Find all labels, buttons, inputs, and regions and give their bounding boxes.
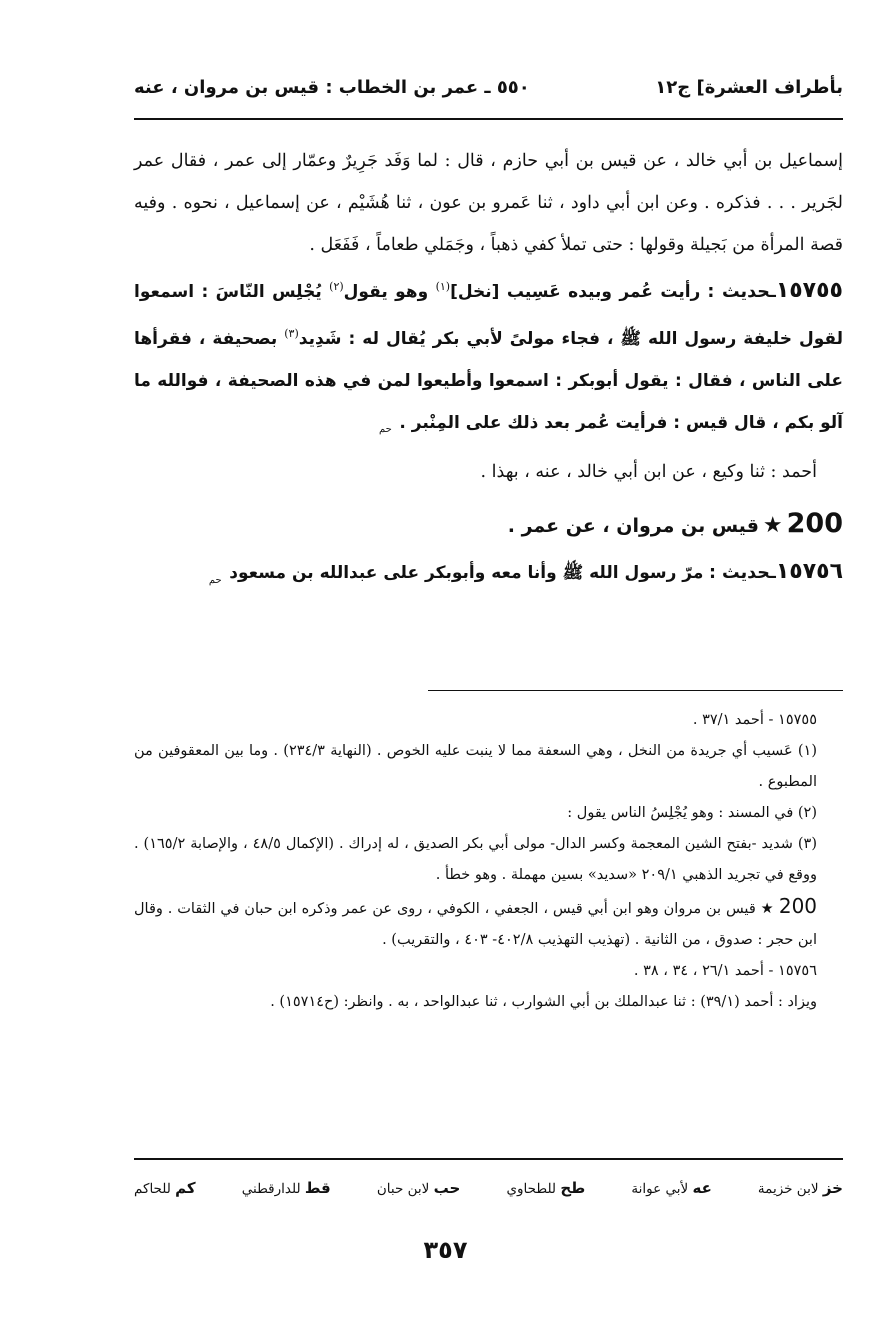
footnote-source-15756: ١٥٧٥٦ - أحمد ٢٦/١ ، ٣٤ ، ٣٨ . <box>633 963 817 979</box>
abbreviation-key <box>134 1170 843 1206</box>
hadith-number: ١٥٧٥٥ <box>775 277 843 303</box>
footnote-ref-2: (٢) <box>329 280 344 293</box>
entry-number: 200 <box>786 508 843 540</box>
header-volume: بأطراف العشرة] ج١٢ <box>655 76 843 98</box>
hadith-text-b: وهو يقول <box>343 281 436 302</box>
footnotes <box>134 705 843 1018</box>
hadith-number: ١٥٧٥٦ <box>775 559 843 585</box>
abbrev-item: حب لابن حبان <box>376 1179 461 1197</box>
hadith-15755 <box>134 266 843 451</box>
footnote-source-15755: ١٥٧٥٥ - أحمد ٣٧/١ . <box>692 712 817 728</box>
header-chapter: ٥٥٠ ـ عمر بن الخطاب : قيس بن مروان ، عنه <box>134 76 530 98</box>
star-icon: ★ <box>762 513 783 539</box>
footnote-1: (١) عَسيب أي جريدة من النخل ، وهي السعفة مما لا ينبت عليه الخوص . (النهاية ٢٣٤/٣) . وما بين المعقوفين من المطبوع . <box>134 743 817 790</box>
main-text <box>134 140 843 602</box>
footnote-ref-3: (٣) <box>284 326 299 340</box>
source-code-mark: حم <box>208 574 222 586</box>
abbrev-item: قط للدارقطني <box>241 1179 331 1197</box>
hadith-label: ـحديث : <box>708 563 776 584</box>
bottom-rule <box>134 1158 843 1160</box>
hadith-text-c: يُجْلِس النّاسَ : اسمعوا لقول خليفة رسول الله ﷺ ، فجاء مولىً لأبي بكر يُقال له : شَدِيد <box>134 281 843 349</box>
continuation-paragraph: إسماعيل بن أبي خالد ، عن قيس بن أبي حازم ، قال : لما وَفَد جَرِيرٌ وعمّار إلى عمر ، فقال عمر لجَرير . . . فذكره . وعن ابن أبي داود ، ثنا عَمرو بن عون ، ثنا هُشَيْم ، عن إسماعيل ، نحوه . وفيه قصة المرأة من بَجيلة وقولها : حتى تملأ كفي ذهباً ، وجَمَلي طعاماً ، فَفَعَل . <box>134 151 843 255</box>
hadith-text: مرّ رسول الله ﷺ وأنا معه وأبوبكر على عبدالله بن مسعود <box>229 563 704 584</box>
hadith-source: أحمد : ثنا وكيع ، عن ابن أبي خالد ، عنه ، بهذا . <box>480 462 817 483</box>
footnote-3: (٣) شديد -بفتح الشين المعجمة وكسر الدال- مولى أبي بكر الصديق ، له إدراك . (الإكمال ٤٨/٥ ، والإصابة ١٦٥/٢) . ووقع في تجريد الذهبي ٢٠٩/١ «سديد» بسين مهملة . وهو خطأ . <box>134 836 817 883</box>
hadith-15756 <box>134 551 843 602</box>
star-icon: ★ <box>760 901 774 917</box>
running-header <box>134 70 843 104</box>
hadith-text-d: بصحيفة ، فقرأها على الناس ، فقال : يقول أبوبكر : اسمعوا وأطيعوا لمن في هذه الصحيفة ، فوالله ما آلو بكم ، قال قيس : فرأيت عُمر بعد ذلك على المِنْبر . <box>134 328 843 433</box>
source-code-mark: حم <box>378 424 392 436</box>
page-number: ٣٥٧ <box>423 1236 468 1264</box>
abbrev-item: خز لابن خزيمة <box>757 1179 843 1197</box>
abbrev-item: طح للطحاوي <box>506 1179 586 1197</box>
footnote-narrator <box>134 891 843 956</box>
hadith-text-a: رأيت عُمر وبيده عَسِيب [نخل] <box>450 281 701 302</box>
footnote-rule <box>428 690 843 691</box>
entry-title: قيس بن مروان ، عن عمر . <box>507 515 759 538</box>
header-rule <box>134 118 843 120</box>
abbrev-item: عه لأبي عوانة <box>631 1179 712 1197</box>
footnote-ref-1: (١) <box>435 280 451 293</box>
abbrev-item: كم للحاكم <box>134 1179 196 1197</box>
entry-number: 200 <box>778 894 818 918</box>
hadith-label: ـحديث : <box>707 281 776 302</box>
footnote-narrator-text: قيس بن مروان وهو ابن أبي قيس ، الجعفي ، الكوفي ، روى عن عمر وذكره ابن حبان في الثقات . وقال ابن حجر : صدوق ، من الثانية . (تهذيب التهذيب ٤٠٢/٨- ٤٠٣ ، والتقريب) . <box>134 901 817 948</box>
narrator-entry <box>134 499 843 551</box>
footnote-2: (٢) في المسند : وهو يُجْلِسُ الناس يقول : <box>567 805 817 821</box>
footnote-additional: ويزاد : أحمد (٣٩/١) : ثنا عبدالملك بن أبي الشوارب ، ثنا عبدالواحد ، به . وانظر: (ح١٥٧١٤) . <box>270 994 817 1010</box>
